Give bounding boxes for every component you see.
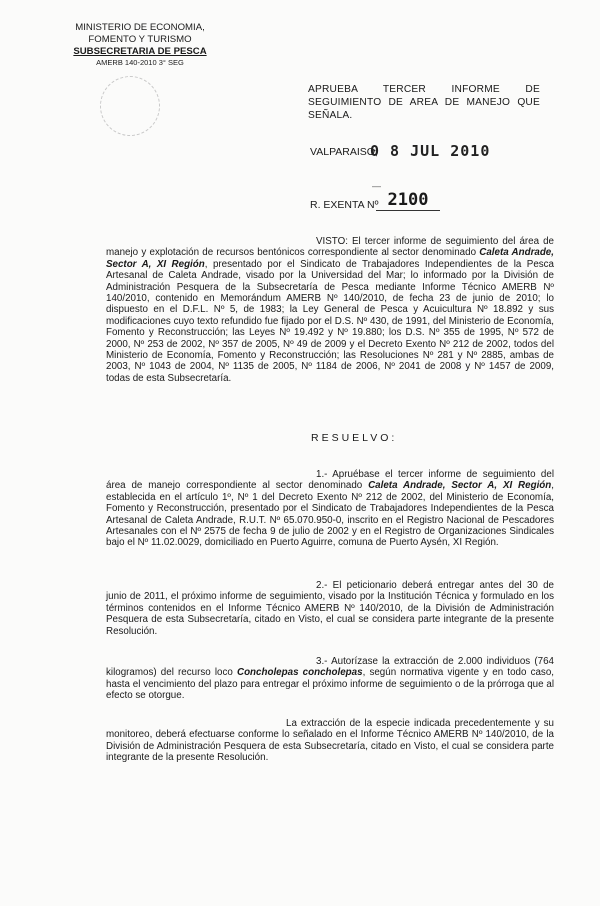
subsecretaria-name: SUBSECRETARIA DE PESCA	[73, 46, 207, 57]
resuelvo-heading: RESUELVO:	[311, 432, 398, 444]
resolution-dash: —	[372, 181, 381, 191]
point-3-species: Concholepas concholepas	[237, 667, 363, 679]
resolution-number: 2100	[376, 190, 440, 211]
point-2-text: 2.- El peticionario deberá entregar antes del 30 de junio de 2011, el próximo informe de seguimiento, visado por la Institución Técnica y formulado en los términos contenidos en el Informe Técnico AMERB Nº 140/2010, de la División de Administración Pesquera de esta Subsecretaría, citado en Visto, el cual se considera parte integrante de la presente Resolución.	[106, 580, 554, 637]
place-label: VALPARAISO,	[310, 146, 378, 158]
subject-line-3: SEÑALA.	[308, 110, 353, 121]
visto-text-2: , presentado por el Sindicato de Trabajadores Independientes de la Pesca Artesanal de Caleta Andrade, visado por la Universidad del Mar; lo informado por la División de Administración Pesquera de la Subsecretaría de Pesca mediante Informe Técnico AMERB Nº 140/2010, contenido en Memorándum AMERB Nº 140/2010, de fecha 23 de junio de 2010; lo dispuesto en el D.F.L. Nº 5, de 1983; la Ley General de Pesca y Acuicultura Nº 18.892 y sus modificaciones cuyo texto refundido fue fijado por el D.S. Nº 430, de 1991, del Ministerio de Economía, Fomento y Reconstrucción; las Leyes Nº 19.492 y Nº 19.880; los D.S. Nº 355 de 1995, Nº 572 de 2000, Nº 253 de 2002, Nº 357 de 2005, Nº 49 de 2009 y el Decreto Exento Nº 212 de 2002, todos del Ministerio de Economía, Fomento y Reconstrucción; las Resoluciones Nº 281 y Nº 2885, ambas de 2003, Nº 1043 de 2004, Nº 1135 de 2005, Nº 1184 de 2006, Nº 2041 de 2008 y Nº 1457 de 2009, todas de esta Subsecretaría.	[106, 258, 555, 384]
visto-text-1: VISTO: El tercer informe de seguimiento del área de manejo y explotación de recursos bentónicos correspondiente al sector denominado	[106, 236, 554, 259]
point-1-sector: Caleta Andrade, Sector A, XI Región	[368, 480, 552, 492]
point-3-text-2: , según normativa vigente y en todo caso, hasta el vencimiento del plazo para entregar el próximo informe de seguimiento o de la prórroga que al efecto se otorgue.	[106, 667, 554, 702]
point-2-paragraph	[106, 580, 554, 637]
point-1-paragraph	[106, 469, 554, 549]
resolution-label: R. EXENTA Nº	[310, 199, 379, 211]
subject-line-1: APRUEBA TERCER INFORME DE	[308, 84, 540, 95]
point-3-paragraph	[106, 656, 554, 702]
ministry-line-2: FOMENTO Y TURISMO	[88, 34, 192, 45]
file-reference: AMERB 140-2010 3° SEG	[96, 58, 184, 67]
subject-line-2: SEGUIMIENTO DE AREA DE MANEJO QUE	[308, 97, 540, 108]
visto-paragraph	[106, 236, 554, 384]
point-3-text-1: 3.- Autorízase la extracción de 2.000 individuos (764 kilogramos) del recurso loco	[106, 656, 554, 679]
faint-seal-icon	[100, 76, 160, 136]
visto-sector: Caleta Andrade, Sector A, XI Región	[106, 247, 554, 270]
point-3b-text: La extracción de la especie indicada precedentemente y su monitoreo, deberá efectuarse conforme lo señalado en el Informe Técnico AMERB Nº 140/2010, de la División de Administración Pesquera de esta Subsecretaría, citado en Visto, el cual se considera parte integrante de la presente Resolución.	[106, 718, 554, 764]
point-1-text-2: , establecida en el artículo 1º, Nº 1 del Decreto Exento Nº 212 de 2002, del Ministerio de Economía, Fomento y Reconstrucción, presentado por el Sindicato de Trabajadores Independientes de la Pesca Artesanal de Caleta Andrade, R.U.T. Nº 65.070.950-0, inscrito en el Registro Nacional de Pescadores Artesanales con el Nº 2575 de fecha 9 de julio de 2002 y en el Registro de Organizaciones Sindicales bajo el Nº 11.02.0029, domiciliado en Puerto Aguirre, comuna de Puerto Aysén, XI Región.	[106, 480, 554, 549]
point-3b-paragraph	[106, 718, 554, 764]
date-stamp: 0 8 JUL 2010	[370, 142, 491, 160]
subject-block	[308, 83, 540, 122]
ministry-line-1: MINISTERIO DE ECONOMIA,	[75, 22, 205, 33]
point-1-text-1: 1.- Apruébase el tercer informe de seguimiento del área de manejo correspondiente al sector denominado	[106, 469, 554, 492]
letterhead	[60, 22, 220, 67]
